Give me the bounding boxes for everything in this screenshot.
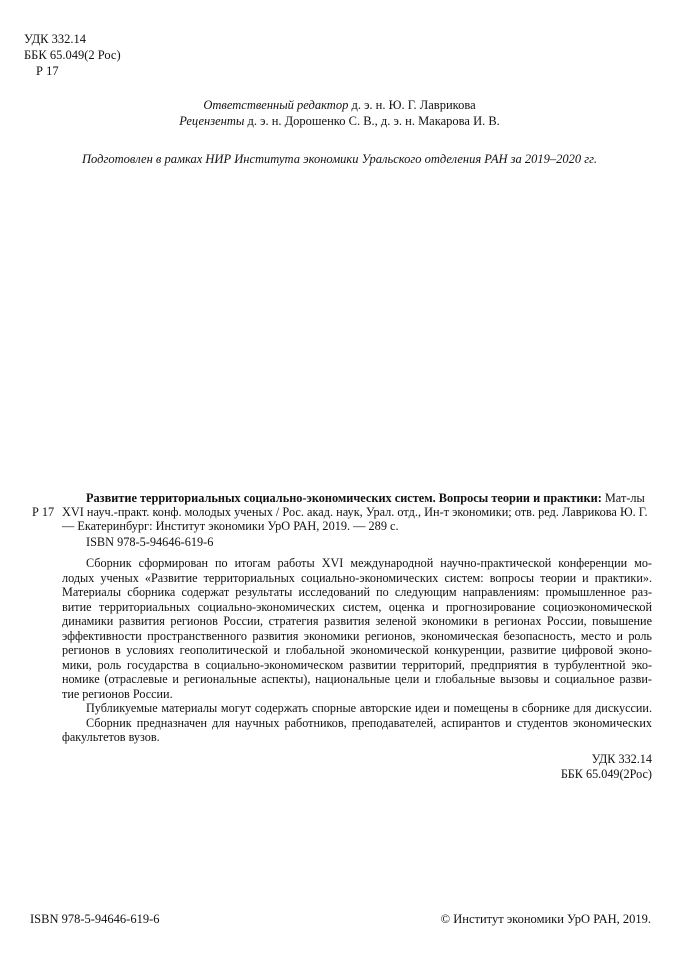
udk-code: УДК 332.14	[24, 32, 86, 46]
reviewers-names: д. э. н. Дорошенко С. В., д. э. н. Макарова И. В.	[244, 114, 500, 128]
book-title: Развитие территориальных социально-экономических систем. Вопросы теории и практики:	[86, 491, 602, 505]
reviewers-line	[0, 113, 679, 129]
bib-line-1	[86, 491, 645, 506]
annotation-line: лодых ученых «Развитие территориальных социально-экономических систем: вопросы теории и практики».	[62, 570, 652, 585]
annotation-line: эффективности пространственного развития экономики регионов, экономическая безопасность, место и роль	[62, 628, 652, 643]
bbk-code-right: ББК 65.049(2Рос)	[560, 767, 652, 781]
annotation-line: витие территориальных социально-экономических систем, оценка и прогнозирование социоэкономической	[62, 599, 652, 614]
editor-name: д. э. н. Ю. Г. Лаврикова	[348, 98, 476, 112]
bib-line-3: — Екатеринбург: Институт экономики УрО РАН, 2019. — 289 с.	[62, 519, 399, 533]
annotation-line: Материалы сборника содержат результаты исследований по следующим направлениям: промышленное раз-	[62, 585, 652, 599]
annotation-line: регионов в условиях геополитической и глобальной экономической конкуренции, развитие цифровой эконо-	[62, 643, 652, 657]
author-sign: Р 17	[36, 64, 59, 78]
annotation-line: динамики развития регионов России, стратегия развития зеленой экономики в регионах России, повышение	[62, 614, 652, 628]
footer-copyright: © Институт экономики УрО РАН, 2019.	[440, 912, 651, 926]
bib-line-2: XVI науч.-практ. конф. молодых ученых / Рос. акад. наук, Урал. отд., Ин-т экономики; отв. ред. Лаврикова Ю. Г.	[62, 505, 648, 519]
editor-role: Ответственный редактор	[203, 98, 349, 112]
annotation-line: номике (отраслевые и региональные аспекты), национальные цели и глобальные вызовы и социальное разви-	[62, 672, 652, 686]
annotation-line: тие регионов России.	[62, 686, 173, 701]
discussion-note: Публикуемые материалы могут содержать спорные авторские идеи и помещены в сборнике для дискуссии.	[86, 701, 652, 715]
editor-line	[0, 97, 679, 113]
bbk-code: ББК 65.049(2 Рос)	[24, 48, 121, 62]
prepared-note: Подготовлен в рамках НИР Института экономики Уральского отделения РАН за 2019–2020 гг.	[82, 152, 597, 166]
udk-code-right: УДК 332.14	[591, 752, 652, 766]
audience-line: Сборник предназначен для научных работников, преподавателей, аспирантов и студентов экономических	[86, 715, 652, 730]
reviewers-role: Рецензенты	[179, 114, 245, 128]
annotation-line: мики, роль государства в социально-экономическом развитии территорий, предприятия в турбулентной эко-	[62, 657, 652, 672]
bib-line-1-rest: Мат-лы	[601, 491, 645, 505]
annotation-line: Сборник сформирован по итогам работы XVI международной научно-практической конференции мо-	[86, 556, 652, 570]
bib-isbn: ISBN 978-5-94646-619-6	[86, 535, 214, 549]
footer-isbn: ISBN 978-5-94646-619-6	[30, 912, 160, 926]
bib-code: Р 17	[32, 505, 55, 519]
audience-line: факультетов вузов.	[62, 730, 160, 744]
